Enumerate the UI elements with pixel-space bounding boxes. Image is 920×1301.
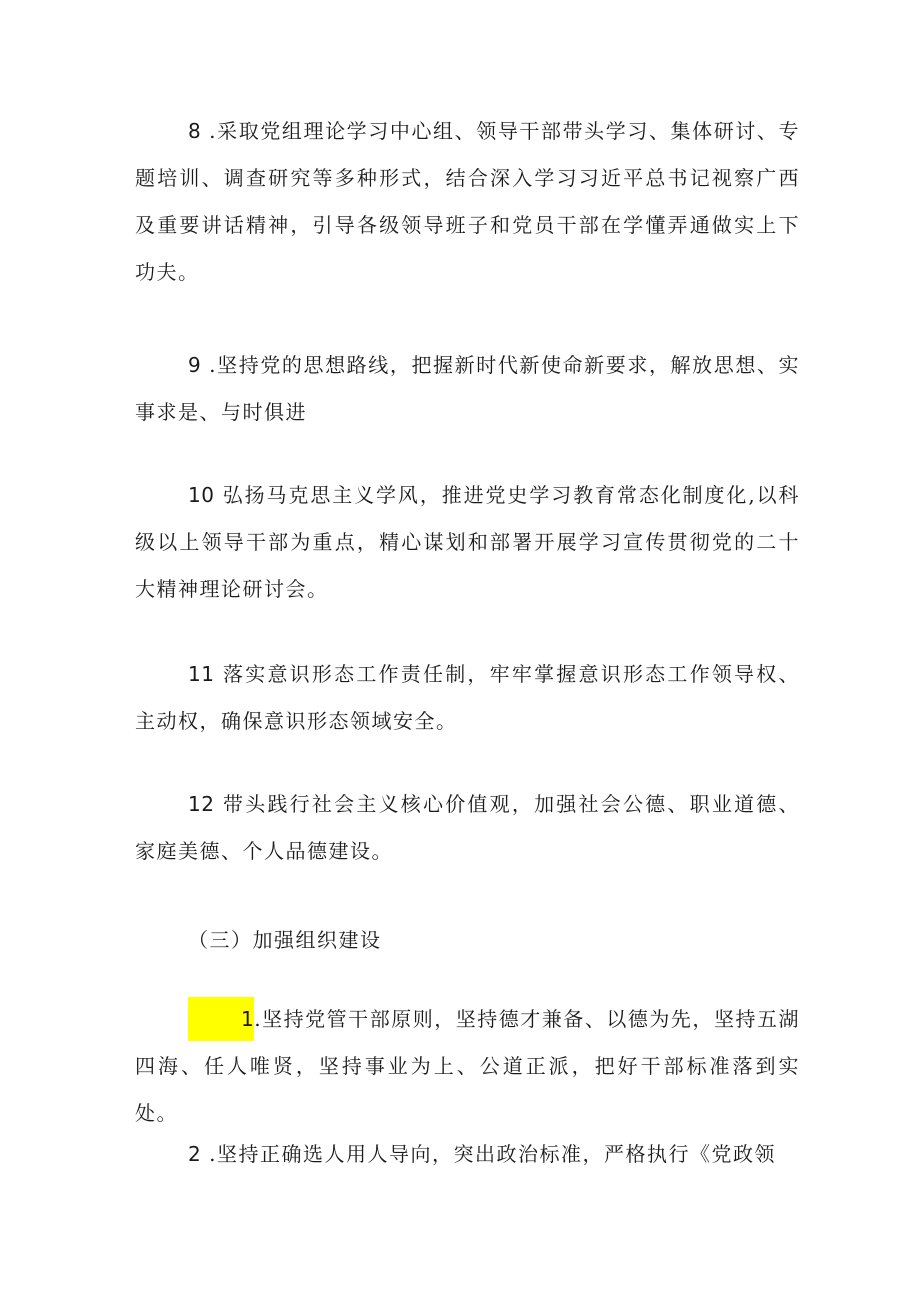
paragraph-text: 带头践行社会主义核心价值观，加强社会公德、职业道德、家庭美德、个人品德建设。 — [135, 792, 800, 863]
paragraph-number: 11 — [188, 662, 215, 686]
paragraph-number: 9 — [188, 353, 202, 377]
paragraph-text: .坚持党的思想路线，把握新时代新使命新要求，解放思想、实事求是、与时俱进 — [135, 353, 800, 424]
paragraph-number: 8 — [188, 119, 202, 143]
paragraph-text: .坚持党管干部原则，坚持德才兼备、以德为先，坚持五湖四海、任人唯贤，坚持事业为上、公道正派，把好干部标准落到实处。 — [135, 1007, 800, 1125]
paragraph-number: 2 — [188, 1142, 202, 1166]
paragraph-number: 10 — [188, 483, 215, 507]
paragraph-8 — [135, 108, 800, 296]
paragraph-12 — [135, 781, 800, 875]
org-paragraph-1 — [135, 996, 800, 1137]
paragraph-10 — [135, 472, 800, 613]
paragraph-text: .采取党组理论学习中心组、领导干部带头学习、集体研讨、专题培训、调查研究等多种形式，结合深入学习习近平总书记视察广西及重要讲话精神，引导各级领导班子和党员干部在学懂弄通做实上下功夫。 — [135, 119, 800, 284]
paragraph-text: 落实意识形态工作责任制，牢牢掌握意识形态工作领导权、主动权，确保意识形态领域安全。 — [135, 662, 800, 733]
paragraph-9 — [135, 342, 800, 436]
highlighted-paragraph-number: 1 — [188, 997, 254, 1041]
paragraph-number: 12 — [188, 792, 215, 816]
paragraph-text: 弘扬马克思主义学风，推进党史学习教育常态化制度化,以科级以上领导干部为重点，精心谋划和部署开展学习宣传贯彻党的二十大精神理论研讨会。 — [135, 483, 800, 601]
paragraph-text: .坚持正确选人用人导向，突出政治标准，严格执行《党政领 — [201, 1142, 776, 1166]
paragraph-11 — [135, 651, 800, 745]
org-paragraph-2 — [135, 1131, 800, 1178]
section-heading: （三）加强组织建设 — [188, 928, 382, 952]
